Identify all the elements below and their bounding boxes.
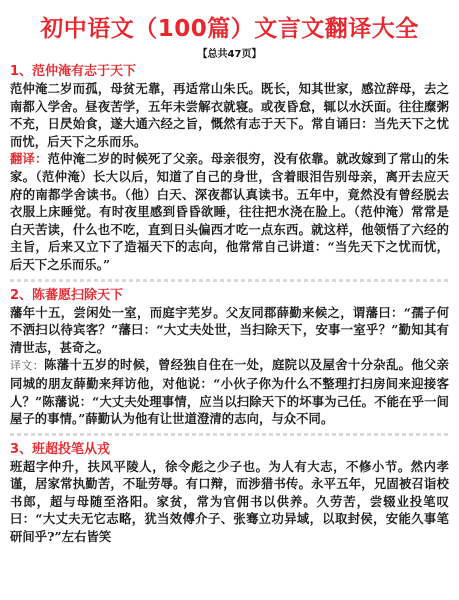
section-divider: [10, 279, 449, 282]
page-title: 初中语文（100篇）文言文翻译大全: [40, 16, 419, 42]
section-3-heading: 3、班超投笔从戎: [10, 441, 111, 457]
section-2-original-text: 藩年十五，尝闲处一室，而庭宇芜岁。父友同郡薛勤来候之，谓藩曰：“孺子何不洒扫以待宾客？”藩曰：“大丈夫处世，当扫除天下，安事一室乎？”勤知其有清世志，甚奇之。: [10, 304, 449, 355]
section-1-heading: 1、范仲淹有志于天下: [10, 64, 137, 79]
page-count-label: 【总共47页】: [197, 49, 262, 60]
section-2-heading: 2、陈蕃愿扫除天下: [10, 287, 124, 303]
section-2-translation: [10, 356, 449, 427]
section-3-original-text: 班超字仲升，扶风平陵人，徐令彪之少子也。为人有大志，不修小节。然内孝谨，居家常执勤苦，不耻劳辱。有口辩，而涉猎书传。永平五年，兄固被召诣校书郎，超与母随至洛阳。家贫，常为官佣书以供养。久劳苦，尝辍业投笔叹曰：“大丈夫无它志略，犹当效傅介子、张骞立功异域，以取封侯，安能久事笔研间乎?”左右皆笑: [10, 458, 449, 545]
section-divider: [10, 433, 449, 436]
translation-label: 译文：: [10, 359, 45, 373]
section-1-original-text: 范仲淹二岁而孤，母贫无靠，再适常山朱氏。既长，知其世家，感泣辞母，去之南都入学舍。昼夜苦学，五年未尝解衣就寝。或夜昏怠，辄以水沃面。往往糜粥不充，日昃始食，遂大通六经之旨，慨然有志于天下。常自诵曰：当先天下之忧而忧，后天下之乐而乐。: [10, 81, 449, 149]
section-1-translation: [10, 150, 449, 273]
section-2-translation-text: 陈藩十五岁的时候，曾经独自住在一处，庭院以及屋舍十分杂乱。他父亲同城的朋友薛勤来拜访他，对他说：“小伙子你为什么不整理打扫房间来迎接客人？”陈藩说：“大丈夫处理事情，应当以扫除天下的坏事为己任。不能在乎一间屋子的事情。”薛勤认为他有让世道澄清的志向，与众不同。: [10, 357, 449, 427]
section-1-translation-text: 范仲淹二岁的时候死了父亲。母亲很穷，没有依靠。就改嫁到了常山的朱家。（范仲淹）长大以后，知道了自己的身世，含着眼泪告别母亲，离开去应天府的南都学舍读书。（他）白天、深夜都认真读书。五年中，竟然没有曾经脱去衣服上床睡觉。有时夜里感到昏昏欲睡，往往把水浇在脸上。（范仲淹）常常是白天苦读，什么也不吃，直到日头偏西才吃一点东西。就这样，他领悟了六经的主旨，后来又立下了造福天下的志向，他常常自己讲道：“当先天下之忧而忧，后天下之乐而乐。”: [10, 151, 449, 272]
translation-label: 翻译：: [10, 151, 48, 167]
